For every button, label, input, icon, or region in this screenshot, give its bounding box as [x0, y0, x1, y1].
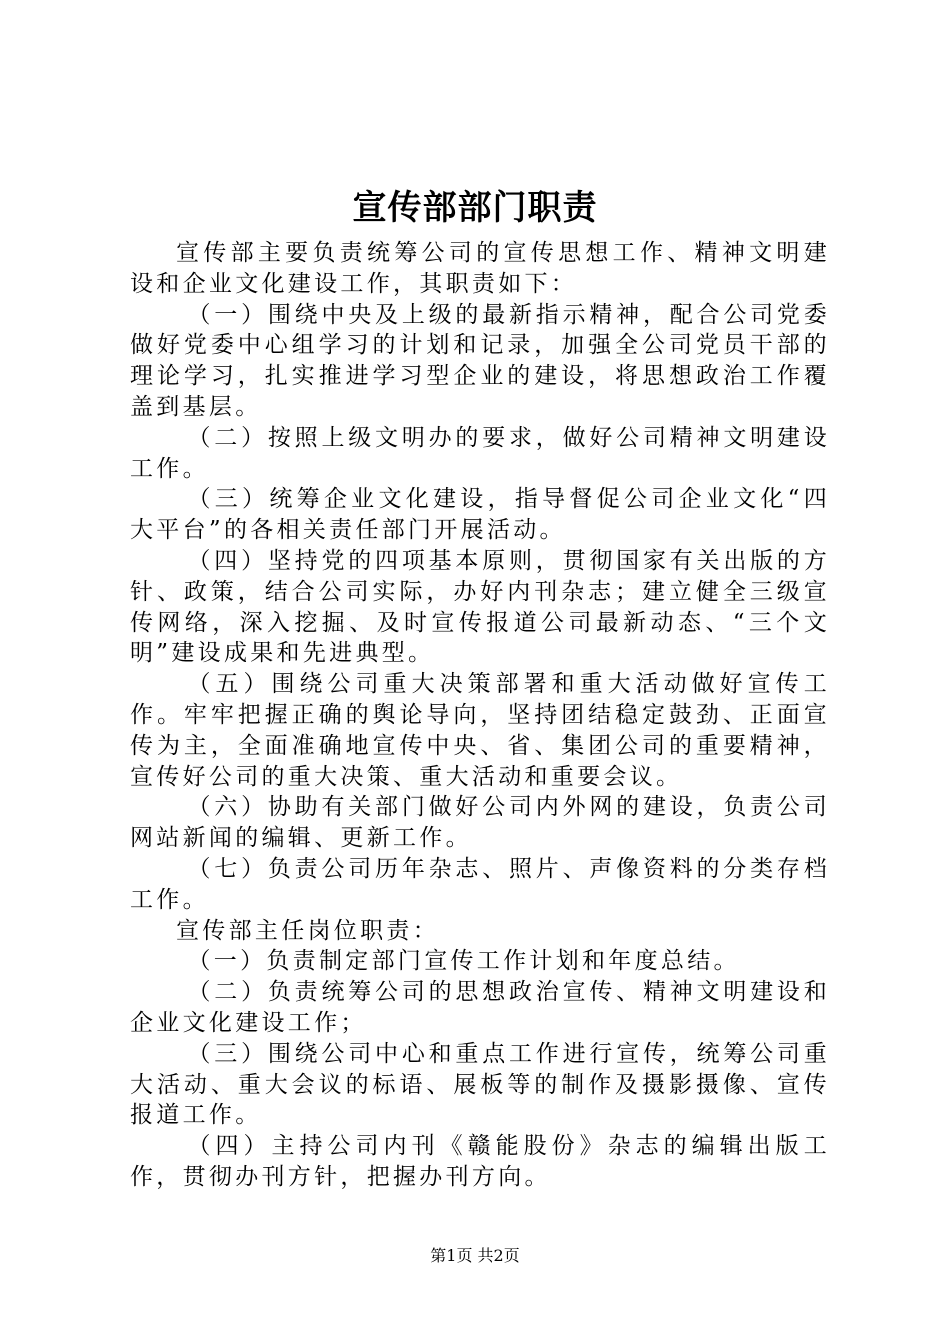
duty-item-1: （一）围绕中央及上级的最新指示精神，配合公司党委做好党委中心组学习的计划和记录，加强全公司党员干部的理论学习，扎实推进学习型企业的建设，将思想政治工作覆盖到基层。 — [130, 301, 830, 420]
document-body — [130, 238, 830, 1193]
duty-item-3: （三）统筹企业文化建设，指导督促公司企业文化“四大平台”的各相关责任部门开展活动。 — [130, 486, 830, 544]
duty-item-4: （四）坚持党的四项基本原则，贯彻国家有关出版的方针、政策，结合公司实际，办好内刊杂志；建立健全三级宣传网络，深入挖掘、及时宣传报道公司最新动态、“三个文明”建设成果和先进典型。 — [130, 547, 830, 667]
director-duty-item-1: （一）负责制定部门宣传工作计划和年度总结。 — [187, 948, 740, 975]
duty-item-6: （六）协助有关部门做好公司内外网的建设，负责公司网站新闻的编辑、更新工作。 — [130, 794, 830, 852]
page-footer: 第1页 共2页 — [430, 1246, 520, 1265]
document-title: 宣传部部门职责 — [352, 188, 598, 228]
director-duty-item-3: （三）围绕公司中心和重点工作进行宣传，统筹公司重大活动、重大会议的标语、展板等的制作及摄影摄像、宣传报道工作。 — [130, 1040, 830, 1129]
director-duty-item-4: （四）主持公司内刊《赣能股份》杂志的编辑出版工作，贯彻办刊方针，把握办刊方向。 — [130, 1133, 830, 1190]
director-heading: 宣传部主任岗位职责： — [176, 917, 439, 944]
director-duty-item-2: （二）负责统筹公司的思想政治宣传、精神文明建设和企业文化建设工作； — [130, 979, 830, 1036]
duty-item-5: （五）围绕公司重大决策部署和重大活动做好宣传工作。牢牢把握正确的舆论导向，坚持团结稳定鼓劲、正面宣传为主，全面准确地宣传中央、省、集团公司的重要精神，宣传好公司的重大决策、重大活动和重要会议。 — [130, 671, 830, 790]
intro-paragraph: 宣传部主要负责统筹公司的宣传思想工作、精神文明建设和企业文化建设工作，其职责如下： — [130, 240, 830, 297]
duty-item-2: （二）按照上级文明办的要求，做好公司精神文明建设工作。 — [130, 424, 830, 482]
duty-item-7: （七）负责公司历年杂志、照片、声像资料的分类存档工作。 — [130, 855, 830, 913]
